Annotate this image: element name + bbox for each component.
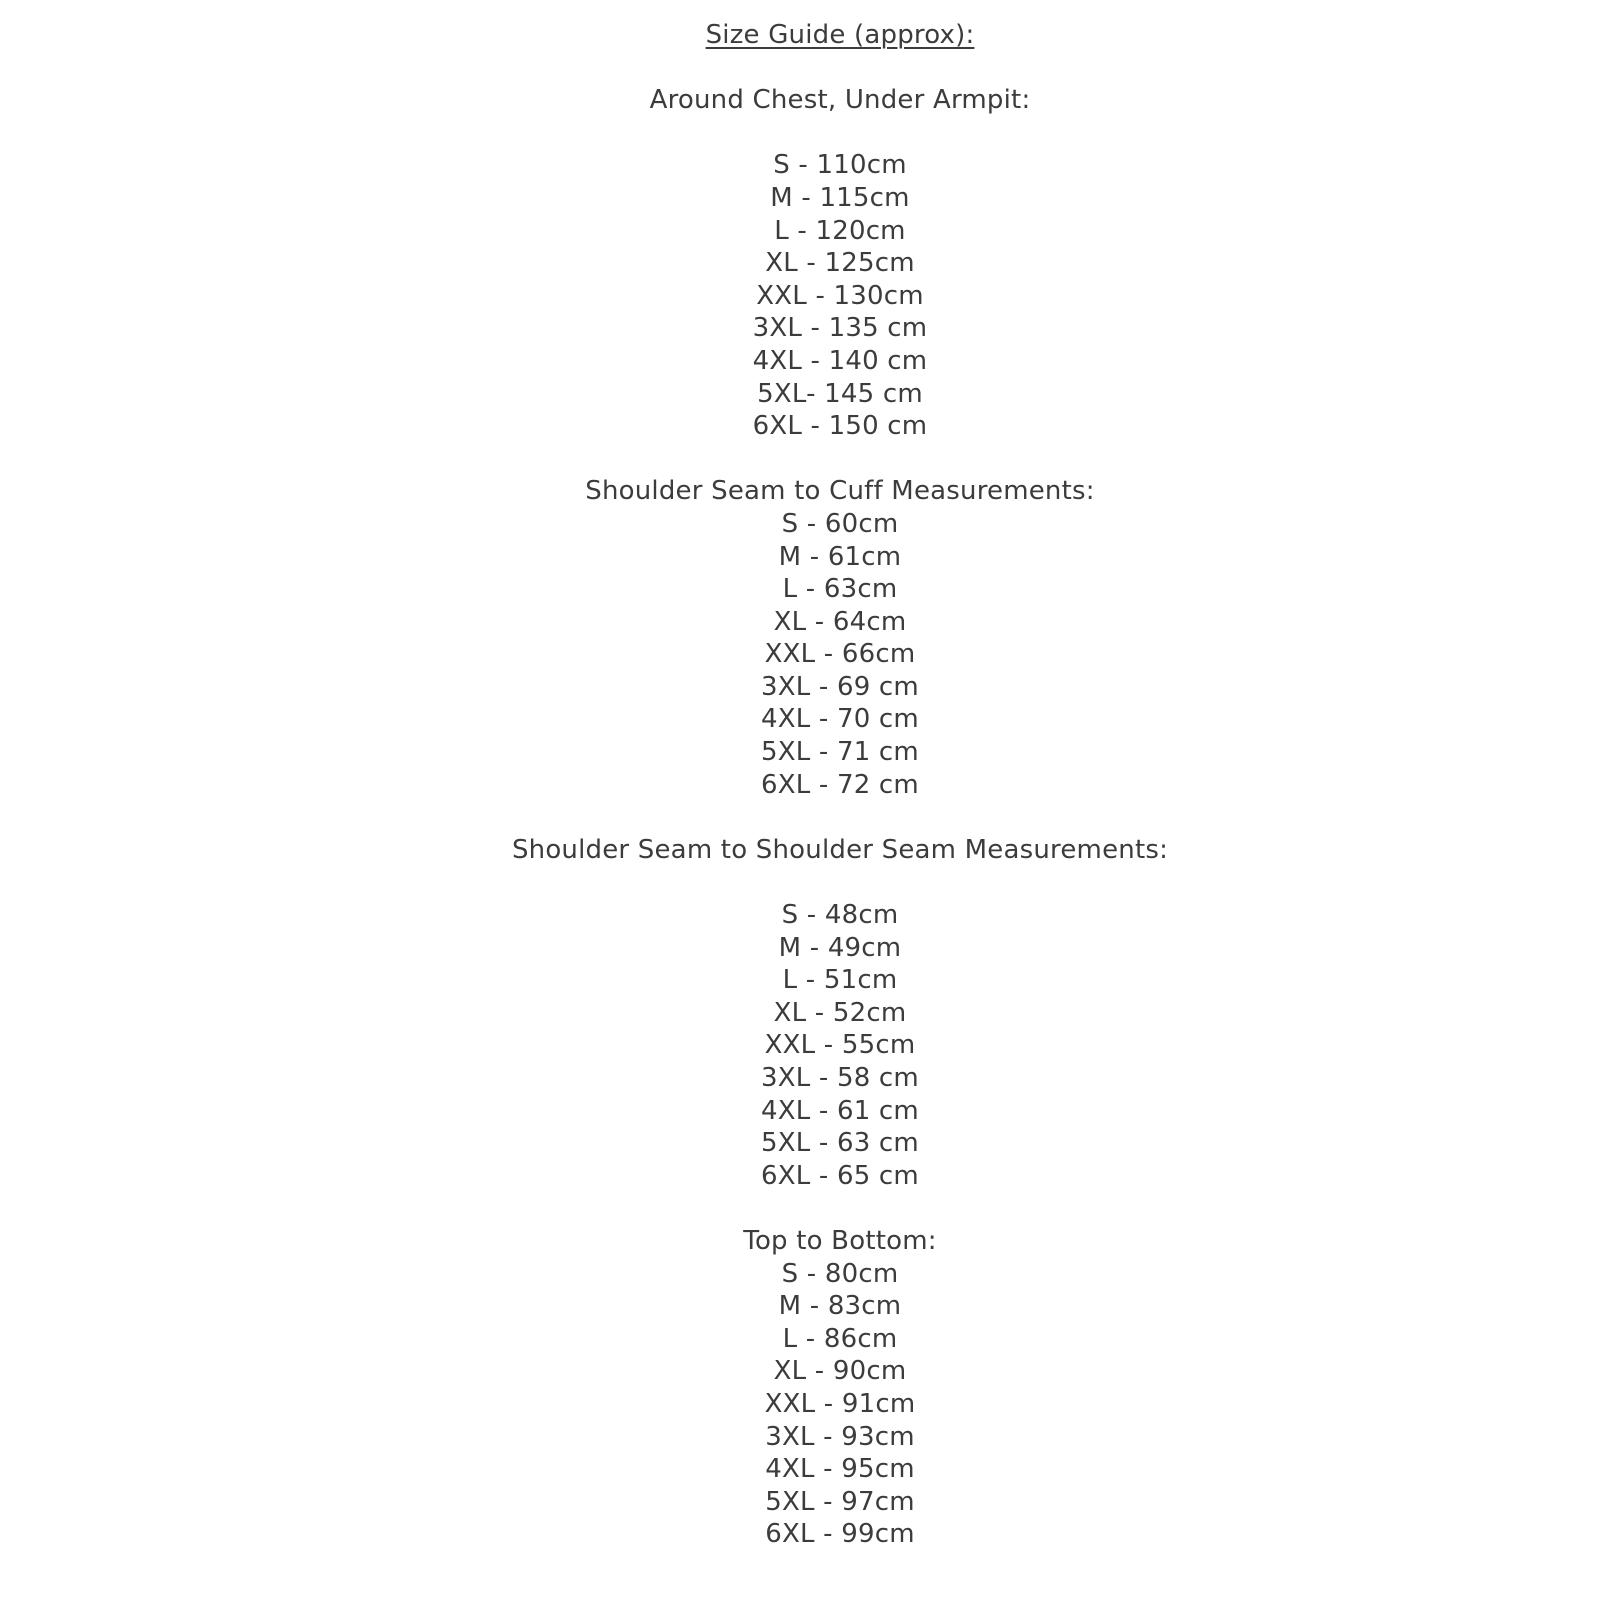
size-row: XXL - 91cm (764, 1388, 916, 1419)
size-row: 5XL - 71 cm (761, 737, 919, 768)
section-heading: Shoulder Seam to Shoulder Seam Measurements: (511, 834, 1169, 865)
size-row: 6XL - 150 cm (752, 411, 928, 442)
size-row: M - 61cm (778, 541, 902, 572)
size-row: XL - 125cm (765, 248, 915, 279)
size-row: 3XL - 69 cm (761, 671, 919, 702)
size-guide-section (80, 1225, 1600, 1551)
size-row: L - 51cm (782, 965, 898, 996)
size-row: 3XL - 93cm (765, 1421, 915, 1452)
size-row: L - 120cm (774, 215, 906, 246)
size-row: M - 115cm (770, 182, 910, 213)
section-rows (80, 899, 1600, 1192)
size-row: S - 80cm (781, 1258, 899, 1289)
section-heading: Around Chest, Under Armpit: (649, 85, 1031, 116)
size-row: 6XL - 72 cm (761, 769, 919, 800)
size-row: XL - 64cm (773, 606, 907, 637)
size-row: S - 60cm (781, 508, 899, 539)
size-row: 6XL - 65 cm (761, 1160, 919, 1191)
section-rows (80, 1258, 1600, 1551)
section-heading: Top to Bottom: (743, 1225, 937, 1256)
size-row: 4XL - 140 cm (752, 345, 928, 376)
section-rows (80, 508, 1600, 801)
size-row: 4XL - 61 cm (761, 1095, 919, 1126)
size-row: XXL - 130cm (756, 280, 924, 311)
size-row: XXL - 66cm (764, 639, 916, 670)
size-row: XL - 90cm (773, 1356, 907, 1387)
size-row: L - 63cm (782, 574, 898, 605)
size-guide-title: Size Guide (approx): (705, 20, 975, 50)
size-row: S - 110cm (773, 150, 907, 181)
size-row: 6XL - 99cm (765, 1519, 915, 1550)
size-row: 4XL - 70 cm (761, 704, 919, 735)
section-heading: Shoulder Seam to Cuff Measurements: (585, 476, 1095, 507)
size-row: 5XL - 97cm (765, 1486, 915, 1517)
size-row: XXL - 55cm (764, 1030, 916, 1061)
size-row: M - 49cm (778, 932, 902, 963)
size-row: 5XL - 63 cm (761, 1128, 919, 1159)
size-row: M - 83cm (778, 1291, 902, 1322)
size-row: 3XL - 58 cm (761, 1063, 919, 1093)
size-row: XL - 52cm (773, 997, 907, 1028)
size-row: L - 86cm (782, 1323, 898, 1354)
size-row: 5XL- 145 cm (757, 378, 923, 409)
size-guide-sections (80, 84, 1600, 1551)
size-row: S - 48cm (781, 900, 899, 931)
size-row: 4XL - 95cm (765, 1454, 915, 1485)
size-guide-section (80, 475, 1600, 801)
size-row: 3XL - 135 cm (752, 313, 928, 344)
section-rows (80, 149, 1600, 442)
size-guide-section (80, 84, 1600, 443)
size-guide-section (80, 834, 1600, 1193)
